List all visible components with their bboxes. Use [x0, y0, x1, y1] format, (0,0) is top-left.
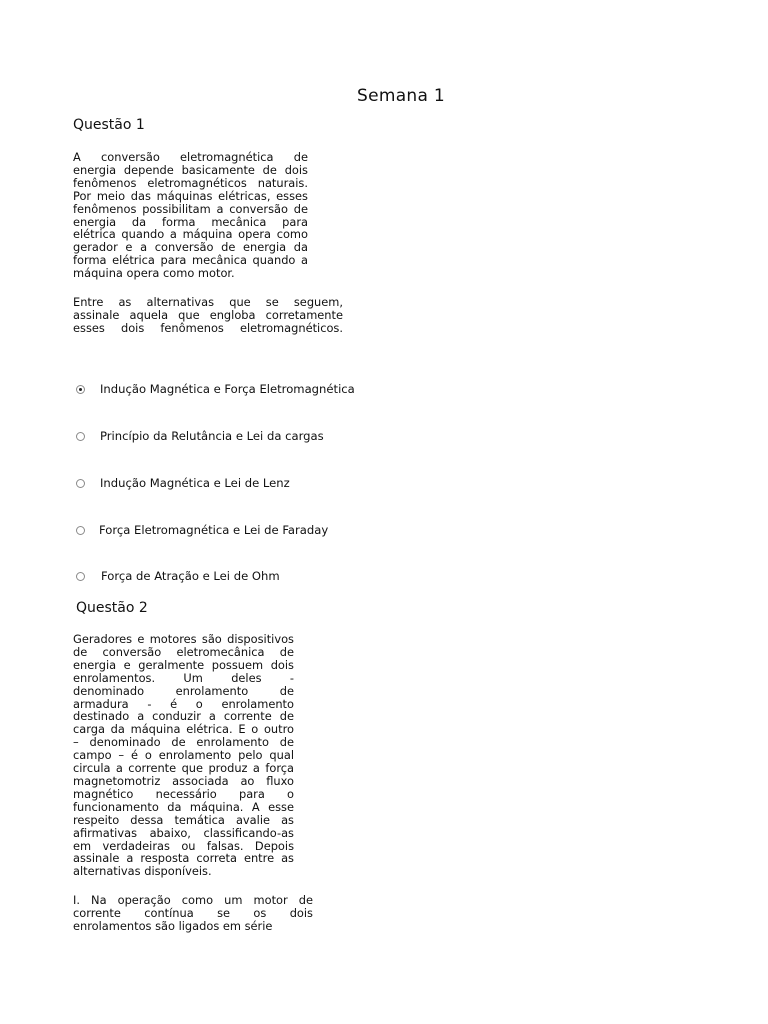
text-line: energia da forma mecânica para	[73, 214, 308, 229]
text-line: assinale aquela que engloba corretamente	[73, 307, 343, 322]
text-line: afirmativas abaixo, classificando-as	[73, 825, 294, 840]
question-1-prompt	[73, 296, 343, 335]
answer-option-label: Princípio da Relutância e Lei da cargas	[100, 429, 324, 443]
answer-option-label: Força de Atração e Lei de Ohm	[101, 569, 280, 583]
text-line: magnetomotriz associada ao fluxo	[73, 773, 294, 788]
text-line: assinale a resposta correta entre as	[73, 851, 294, 866]
answer-option[interactable]	[76, 428, 324, 444]
answer-option-label: Indução Magnética e Lei de Lenz	[100, 476, 290, 490]
text-line: campo – é o enrolamento pelo qual	[73, 748, 294, 763]
text-line: fenômenos possibilitam a conversão de	[73, 201, 308, 216]
radio-icon[interactable]	[76, 432, 85, 441]
question-2-heading: Questão 2	[76, 600, 148, 616]
text-line: respeito dessa temática avalie as	[73, 812, 294, 827]
radio-icon[interactable]	[76, 572, 85, 581]
radio-icon[interactable]	[76, 479, 85, 488]
text-line: esses dois fenômenos eletromagnéticos.	[73, 320, 343, 335]
answer-option-label: Força Eletromagnética e Lei de Faraday	[99, 523, 329, 537]
text-line: alternativas disponíveis.	[73, 864, 212, 879]
text-line: A conversão eletromagnética de	[73, 150, 308, 164]
text-line: denominado enrolamento de	[73, 683, 294, 698]
text-line: gerador e a conversão de energia da	[73, 240, 308, 255]
radio-selected-icon[interactable]	[76, 385, 85, 394]
question-2-item	[73, 894, 313, 933]
text-line: carga da máquina elétrica. E o outro	[73, 722, 294, 737]
answer-option-label: Indução Magnética e Força Eletromagnética	[100, 382, 355, 396]
text-line: elétrica quando a máquina opera como	[73, 227, 308, 242]
text-line: Por meio das máquinas elétricas, esses	[73, 188, 308, 203]
page-title: Semana 1	[357, 86, 446, 106]
text-line: funcionamento da máquina. A esse	[73, 799, 294, 814]
question-1-body	[73, 151, 308, 280]
text-line: Entre as alternativas que se seguem,	[73, 295, 343, 309]
radio-icon[interactable]	[76, 526, 85, 535]
text-line: fenômenos eletromagnéticos naturais.	[73, 175, 308, 190]
text-line: enrolamentos são ligados em série	[73, 918, 273, 933]
text-line: de conversão eletromecânica de	[73, 644, 294, 659]
text-line: corrente contínua se os dois	[73, 905, 313, 920]
answer-option[interactable]	[76, 522, 328, 538]
text-line: em verdadeiras ou falsas. Depois	[73, 838, 294, 853]
text-line: I. Na operação como um motor de	[73, 893, 313, 907]
text-line: enrolamentos. Um deles -	[73, 670, 294, 685]
text-line: energia e geralmente possuem dois	[73, 657, 294, 672]
text-line: forma elétrica para mecânica quando a	[73, 253, 308, 268]
text-line: – denominado de enrolamento de	[73, 735, 294, 750]
text-line: armadura - é o enrolamento	[73, 696, 294, 711]
answer-option[interactable]	[76, 381, 355, 397]
text-line: circula a corrente que produz a força	[73, 761, 294, 776]
answer-option[interactable]	[76, 475, 290, 491]
text-line: Geradores e motores são dispositivos	[73, 632, 294, 646]
answer-option[interactable]	[76, 568, 280, 584]
text-line: magnético necessário para o	[73, 786, 294, 801]
question-1-heading: Questão 1	[73, 117, 145, 133]
text-line: máquina opera como motor.	[73, 266, 235, 281]
question-2-body	[73, 633, 294, 878]
text-line: energia depende basicamente de dois	[73, 162, 308, 177]
text-line: destinado a conduzir a corrente de	[73, 709, 294, 724]
